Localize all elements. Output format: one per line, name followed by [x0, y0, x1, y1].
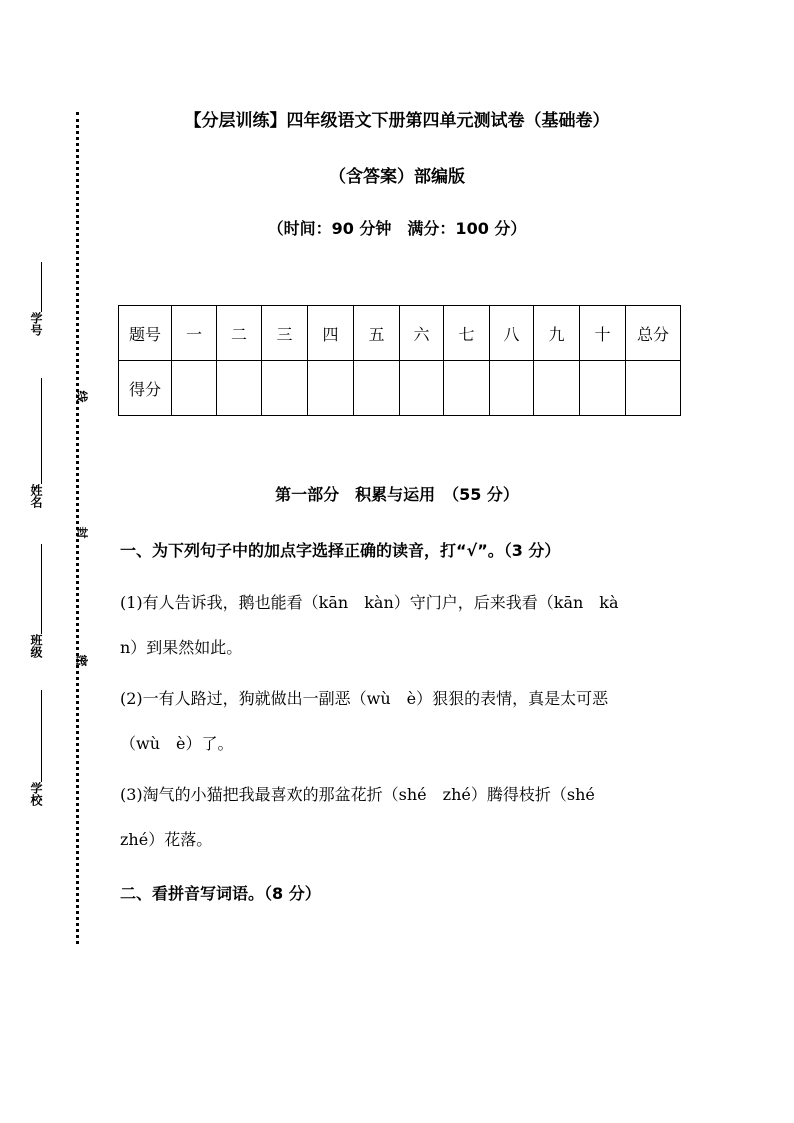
student-id-label: 学号 [29, 312, 43, 336]
class-line [41, 544, 42, 634]
table-cell: 十 [580, 306, 626, 361]
section-heading: 第一部分 积累与运用 （55 分） [275, 485, 519, 504]
school-line [41, 690, 42, 782]
score-input-cell[interactable] [534, 361, 580, 416]
q1-item-1-line2: n）到果然如此。 [120, 638, 243, 657]
score-input-cell[interactable] [626, 361, 681, 416]
score-table-header-row [119, 306, 681, 361]
table-cell: 八 [490, 306, 534, 361]
score-input-cell[interactable] [580, 361, 626, 416]
score-input-cell[interactable] [308, 361, 354, 416]
table-cell: 得分 [119, 361, 172, 416]
time-info: （时间：90 分钟 满分：100 分） [267, 219, 527, 238]
table-cell: 四 [308, 306, 354, 361]
score-table-score-row [119, 361, 681, 416]
seal-mi: 密 [74, 654, 89, 667]
table-cell: 三 [262, 306, 308, 361]
q1-item-3-line1: (3)淘气的小猫把我最喜欢的那盆花折（shé zhé）腾得枝折（shé [120, 785, 595, 804]
table-cell: 二 [217, 306, 262, 361]
q1-item-1 [120, 580, 680, 670]
q1-item-2 [120, 676, 680, 766]
score-input-cell[interactable] [354, 361, 400, 416]
name-line [41, 378, 42, 484]
q1-item-3 [120, 772, 680, 862]
q1-item-2-line1: (2)一有人路过，狗就做出一副恶（wù è）狠狠的表情，真是太可恶 [120, 689, 609, 708]
score-input-cell[interactable] [490, 361, 534, 416]
question-1-title: 一、为下列句子中的加点字选择正确的读音，打“√”。（3 分） [120, 541, 561, 560]
table-cell: 九 [534, 306, 580, 361]
q1-item-2-line2: （wù è）了。 [120, 734, 234, 753]
seal-xian: 线 [74, 390, 89, 403]
score-input-cell[interactable] [217, 361, 262, 416]
class-label: 班级 [29, 634, 43, 658]
q1-item-1-line1: (1)有人告诉我，鹅也能看（kān kàn）守门户，后来我看（kān kà [120, 593, 619, 612]
score-table [118, 305, 681, 416]
school-label: 学校 [29, 782, 43, 806]
question-2-title: 二、看拼音写词语。（8 分） [120, 884, 321, 903]
table-cell: 六 [400, 306, 444, 361]
q1-item-3-line2: zhé）花落。 [120, 830, 213, 849]
score-input-cell[interactable] [400, 361, 444, 416]
table-cell: 七 [444, 306, 490, 361]
exam-title: 【分层训练】四年级语文下册第四单元测试卷（基础卷） [184, 111, 610, 131]
student-id-line [41, 262, 42, 312]
seal-feng: 封 [74, 526, 89, 539]
score-input-cell[interactable] [262, 361, 308, 416]
score-input-cell[interactable] [172, 361, 217, 416]
table-cell: 五 [354, 306, 400, 361]
exam-subtitle: （含答案）部编版 [329, 167, 465, 187]
name-label: 姓名 [29, 484, 43, 508]
score-input-cell[interactable] [444, 361, 490, 416]
table-cell: 总分 [626, 306, 681, 361]
table-cell: 一 [172, 306, 217, 361]
table-cell: 题号 [119, 306, 172, 361]
